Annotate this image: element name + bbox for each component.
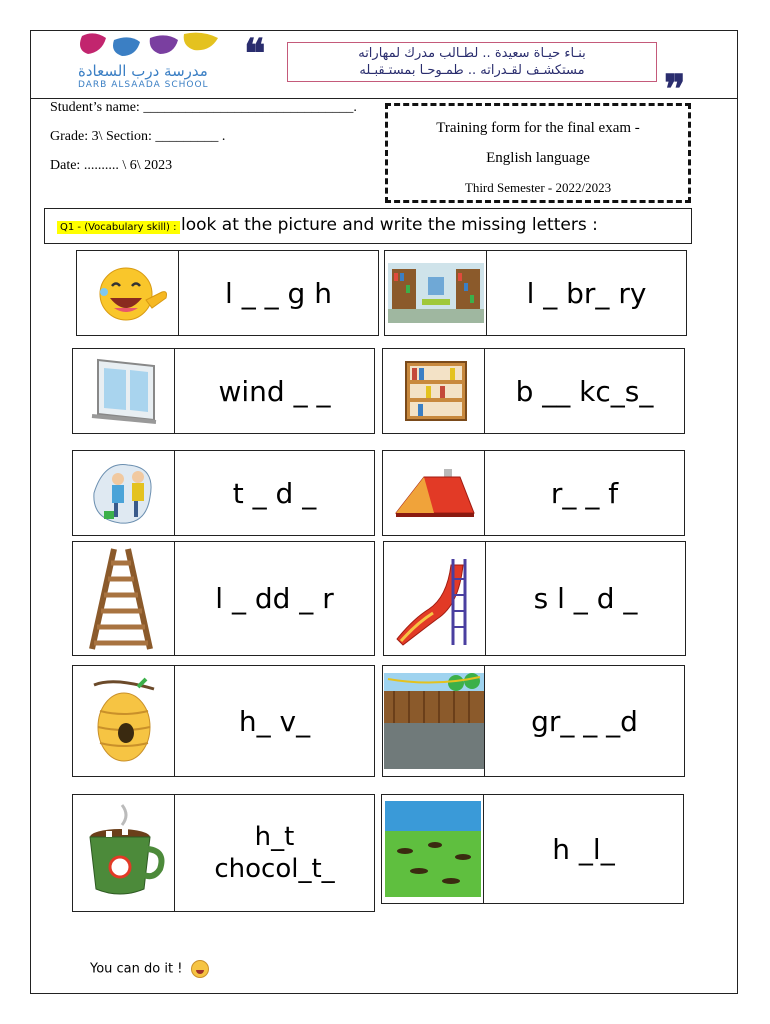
missing-letters-word bbox=[175, 795, 374, 911]
missing-letters-word-line-2: chocol_t_ bbox=[214, 854, 335, 884]
hot-chocolate-icon bbox=[73, 795, 175, 911]
word-card-window bbox=[72, 348, 375, 434]
ladder-icon bbox=[73, 542, 175, 655]
footer-text: You can do it ! bbox=[90, 961, 183, 977]
hole-icon bbox=[382, 795, 484, 903]
missing-letters-word: wind _ _ bbox=[218, 374, 331, 408]
missing-letters-word: gr_ _ _d bbox=[531, 704, 638, 738]
student-name-field[interactable]: Student’s name: ______________________________. bbox=[50, 100, 357, 115]
word-card-tidy bbox=[72, 450, 375, 536]
motto-line-2: مستكشـف لقـدراته .. طمـوحـا بمستـقبـله bbox=[359, 63, 585, 78]
encouragement-footer bbox=[90, 960, 209, 978]
word-card-library bbox=[384, 250, 687, 336]
title-line-3: Third Semester - 2022/2023 bbox=[464, 180, 612, 195]
school-motto bbox=[287, 42, 657, 82]
laughing-emoji-icon bbox=[77, 251, 179, 335]
word-card-hot-chocolate bbox=[72, 794, 375, 912]
ground-icon bbox=[383, 666, 485, 776]
word-card-laugh bbox=[76, 250, 379, 336]
word-card-roof bbox=[382, 450, 685, 536]
bookcase-icon bbox=[383, 349, 485, 433]
tidy-icon bbox=[73, 451, 175, 535]
missing-letters-word: b __ kc_s_ bbox=[515, 374, 654, 408]
header-divider bbox=[30, 98, 738, 99]
missing-letters-word: l _ br_ ry bbox=[526, 276, 647, 310]
word-card-ground bbox=[382, 665, 685, 777]
missing-letters-word: l _ dd _ r bbox=[215, 582, 334, 615]
question-instruction: look at the picture and write the missing letters : bbox=[181, 215, 598, 235]
library-icon bbox=[385, 251, 487, 335]
missing-letters-word: h_ v_ bbox=[238, 704, 311, 738]
missing-letters-word: s l _ d _ bbox=[533, 582, 638, 615]
roof-icon bbox=[383, 451, 485, 535]
word-card-hole bbox=[381, 794, 684, 904]
missing-letters-word-line-1: h_t bbox=[254, 822, 295, 852]
school-name-arabic: مدرسة درب السعادة bbox=[78, 62, 208, 80]
missing-letters-word: t _ d _ bbox=[232, 476, 317, 510]
hive-icon bbox=[73, 666, 175, 776]
missing-letters-word: r_ _ f bbox=[550, 476, 619, 510]
star-struck-emoji-icon bbox=[191, 960, 209, 978]
title-line-1: Training form for the final exam - bbox=[436, 120, 640, 136]
quote-open-icon: ❝ bbox=[244, 30, 266, 77]
slide-icon bbox=[384, 542, 486, 655]
quote-close-icon: ❞ bbox=[664, 66, 686, 113]
word-card-slide bbox=[383, 541, 686, 656]
missing-letters-word: l _ _ g h bbox=[225, 276, 332, 310]
date-field[interactable]: Date: .......... \ 6\ 2023 bbox=[50, 158, 173, 173]
question-header bbox=[44, 208, 692, 244]
missing-letters-word: h _l_ bbox=[552, 832, 615, 866]
question-label: Q1 - (Vocabulary skill) : bbox=[57, 221, 180, 234]
word-card-hive bbox=[72, 665, 375, 777]
school-name-english: DARB ALSAADA SCHOOL bbox=[78, 80, 209, 90]
exam-title-box bbox=[385, 103, 691, 203]
grade-section-field[interactable]: Grade: 3\ Section: _________ . bbox=[50, 129, 226, 144]
title-line-2: English language bbox=[486, 150, 590, 166]
window-icon bbox=[73, 349, 175, 433]
word-card-ladder bbox=[72, 541, 375, 656]
word-card-bookcase bbox=[382, 348, 685, 434]
motto-line-1: بنـاء حيـاة سعيدة .. لطـالب مدرك لمهاراته bbox=[358, 46, 586, 61]
